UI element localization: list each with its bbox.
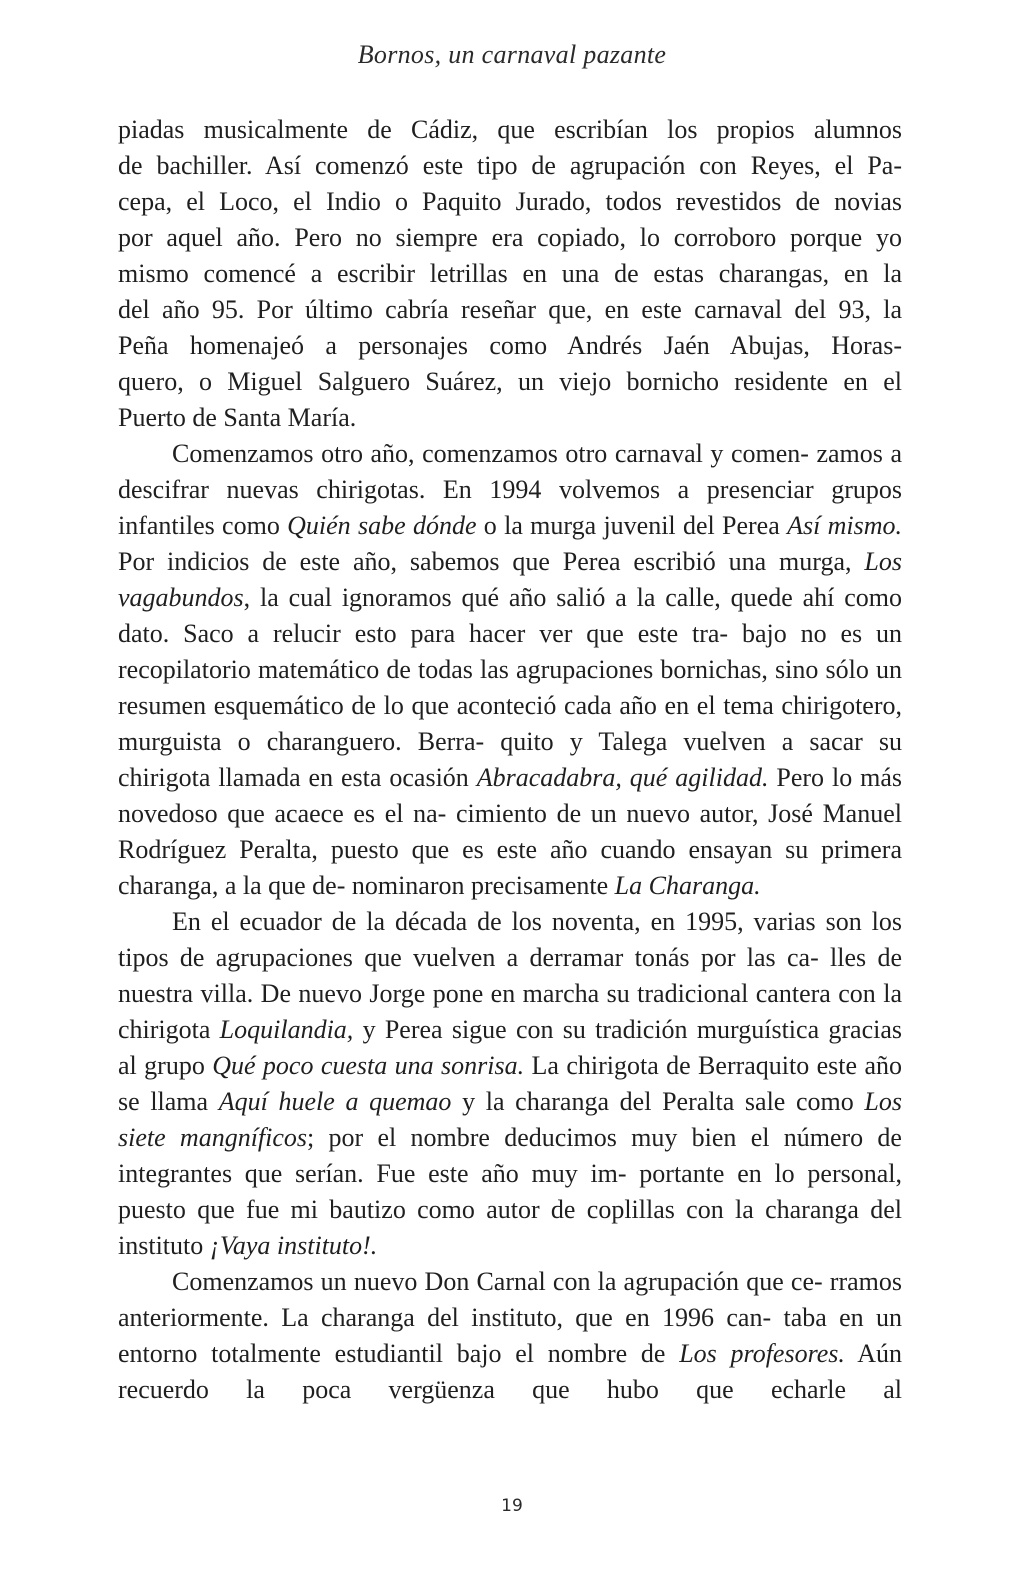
text-run: ; por el nombre deducimos muy bien el número de integrantes que serían. Fue este año muy im- portante en lo personal, puesto que fue mi bautizo como autor de coplillas con la charanga del instituto xyxy=(118,1123,902,1260)
text-line: del año 95. Por último cabría reseñar que, en este carnaval del 93, la xyxy=(118,295,902,324)
title-los-profesores: Los profesores. xyxy=(679,1339,845,1368)
text-run: Pero lo más novedoso que acaece es el na- cimiento de un nuevo autor, José Manuel Rodríguez Peralta, puesto que es este año cuando ensayan su primera charanga, a la que de- nominaron precisamente xyxy=(118,763,902,900)
title-que-poco-cuesta: Qué poco cuesta una sonrisa. xyxy=(212,1051,525,1080)
text-run: , la cual ignoramos qué año salió a la calle, quede ahí como dato. Saco a relucir esto para hacer ver que este tra- bajo no es un recopilatorio matemático de todas las agrupaciones bornichas, sino sólo un resumen esquemático de lo que aconteció cada año en el tema chirigotero, murguista o charanguero. Berra- quito y Talega vuelven a sacar su chirigota llamada en esta ocasión xyxy=(118,583,902,792)
paragraph-1995 xyxy=(118,904,902,1264)
text-run: Por indicios de este año, sabemos que Perea escribió una murga, xyxy=(118,547,865,576)
text-run: y Perea sigue con su tradición murguística gracias al grupo xyxy=(118,1015,902,1080)
text-run: En el ecuador de la década de los noventa, en 1995, varias son los tipos de agrupaciones que vuelven a derramar tonás por las ca- lles de nuestra villa. De nuevo Jorge pone en marcha su tradicional cantera con la chirigota xyxy=(118,907,902,1044)
text-line: mismo comencé a escribir letrillas en una de estas charangas, en la xyxy=(118,259,902,288)
body-text xyxy=(118,112,902,1408)
page-number: 19 xyxy=(501,1496,523,1516)
text-run: y la charanga del Peralta sale como xyxy=(451,1087,865,1116)
text-line: quero, o Miguel Salguero Suárez, un viejo bornicho residente en el xyxy=(118,367,902,396)
text-line: Peña homenajeó a personajes como Andrés Jaén Abujas, Horas- xyxy=(118,331,902,360)
text-run: o la murga juvenil del Perea xyxy=(476,511,788,540)
text-line: cepa, el Loco, el Indio o Paquito Jurado, todos revestidos de novias xyxy=(118,187,902,216)
text-run: La chirigota de Berraquito este año se llama xyxy=(118,1051,902,1116)
title-vaya-instituto: ¡Vaya instituto!. xyxy=(209,1231,378,1260)
text-run: Comenzamos otro año, comenzamos otro carnaval y comen- zamos a descifrar nuevas chirigotas. En 1994 volvemos a presenciar grupos infantiles como xyxy=(118,439,902,540)
title-loquilandia: Loquilandia, xyxy=(219,1015,354,1044)
text-run: Comenzamos un nuevo Don Carnal con la agrupación que ce- rramos anteriormente. La charanga del instituto, que en 1996 can- taba en un entorno totalmente estudiantil bajo el nombre de xyxy=(118,1267,902,1368)
title-quien-sabe-donde: Quién sabe dónde xyxy=(287,511,477,540)
text-line: de bachiller. Así comenzó este tipo de agrupación con Reyes, el Pa- xyxy=(118,151,902,180)
text-line: piadas musicalmente de Cádiz, que escribían los propios alumnos xyxy=(118,115,902,144)
paragraph-1996 xyxy=(118,1264,902,1408)
text-run: Aún recuerdo la poca vergüenza que hubo que echarle al xyxy=(118,1339,902,1404)
title-la-charanga: La Charanga. xyxy=(614,871,761,900)
text-line: por aquel año. Pero no siempre era copiado, lo corroboro porque yo xyxy=(118,223,902,252)
title-los-siete-mangnificos: Los siete mangníficos xyxy=(118,1087,902,1152)
text-line: Puerto de Santa María. xyxy=(118,403,357,432)
title-abracadabra: Abracadabra, qué agilidad. xyxy=(476,763,769,792)
paragraph-1994 xyxy=(118,436,902,904)
title-aqui-huele-a-quemao: Aquí huele a quemao xyxy=(218,1087,452,1116)
title-asi-mismo: Así mismo. xyxy=(787,511,903,540)
paragraph-continuation xyxy=(118,112,902,436)
running-header: Bornos, un carnaval pazante xyxy=(357,40,667,69)
title-los-vagabundos: Los vagabundos xyxy=(118,547,902,612)
